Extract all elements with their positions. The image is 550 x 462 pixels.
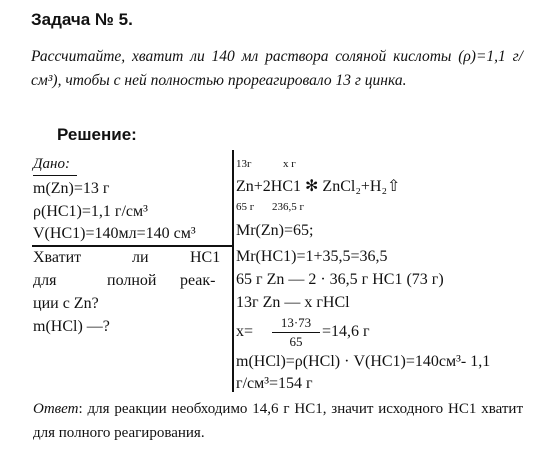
- find-unknown: m(HCl) —?: [33, 318, 110, 335]
- calc-mass-hcl: m(HCl)=ρ(HCl) · V(HC1)=140см³- 1,1: [236, 353, 491, 370]
- calc-x-result: =14,6 г: [322, 323, 370, 340]
- given-label: Дано:: [33, 156, 70, 172]
- find-word-1: Хватит: [33, 249, 82, 266]
- given-line-density: ρ(HC1)=1,1 г/см³: [33, 203, 148, 220]
- eq-above-zn: 13г: [236, 158, 252, 170]
- reaction-equation: Zn+2HC1 ✻ ZnCl₂+H₂⇧: [236, 178, 401, 195]
- answer-text: : для реакции необходимо 14,6 г HC1, значит исходного HC1 хватит для полного реагирования.: [33, 401, 523, 441]
- answer-label: Ответ: [33, 401, 79, 417]
- find-word-3: HC1: [190, 249, 221, 266]
- given-find-divider: [32, 245, 234, 247]
- calc-mr-hcl: Mr(HC1)=1+35,5=36,5: [236, 248, 388, 265]
- calc-mass-hcl-result: г/см³=154 г: [236, 375, 313, 392]
- problem-title: Задача № 5.: [31, 10, 133, 29]
- eq-below-zn: 65 г: [236, 201, 255, 213]
- calc-x-label: x=: [236, 323, 254, 340]
- calc-proportion-2: 13г Zn — x гHCl: [236, 294, 350, 311]
- fraction-numerator: 13·73: [280, 315, 312, 330]
- find-word-4: для: [33, 272, 57, 289]
- find-word-6: реак-: [180, 272, 216, 289]
- calc-proportion-1: 65 г Zn — 2 · 36,5 г HC1 (73 г): [236, 271, 444, 288]
- calc-fraction: [270, 315, 322, 350]
- given-label-underline: [33, 175, 77, 176]
- calc-mr-zn: Mr(Zn)=65;: [236, 222, 314, 239]
- answer-paragraph: [33, 397, 523, 445]
- given-line-volume: V(HC1)=140мл=140 см³: [33, 225, 196, 242]
- find-word-7: ции с Zn?: [33, 295, 99, 312]
- solution-heading: Решение:: [57, 125, 137, 144]
- find-word-5: полной: [107, 272, 157, 289]
- eq-above-hcl: x г: [283, 158, 296, 170]
- problem-text: Рассчитайте, хватит ли 140 мл раствора соляной кислоты (ρ)=1,1 г/см³), чтобы с ней полностью прореагировало 13 г цинка.: [31, 48, 523, 89]
- fraction-bar: [272, 332, 320, 333]
- find-word-2: ли: [132, 249, 149, 266]
- eq-below-hcl: 236,5 г: [272, 201, 305, 213]
- fraction-denominator: 65: [289, 334, 303, 349]
- given-line-mass-zn: m(Zn)=13 г: [33, 180, 110, 197]
- column-divider: [232, 150, 234, 392]
